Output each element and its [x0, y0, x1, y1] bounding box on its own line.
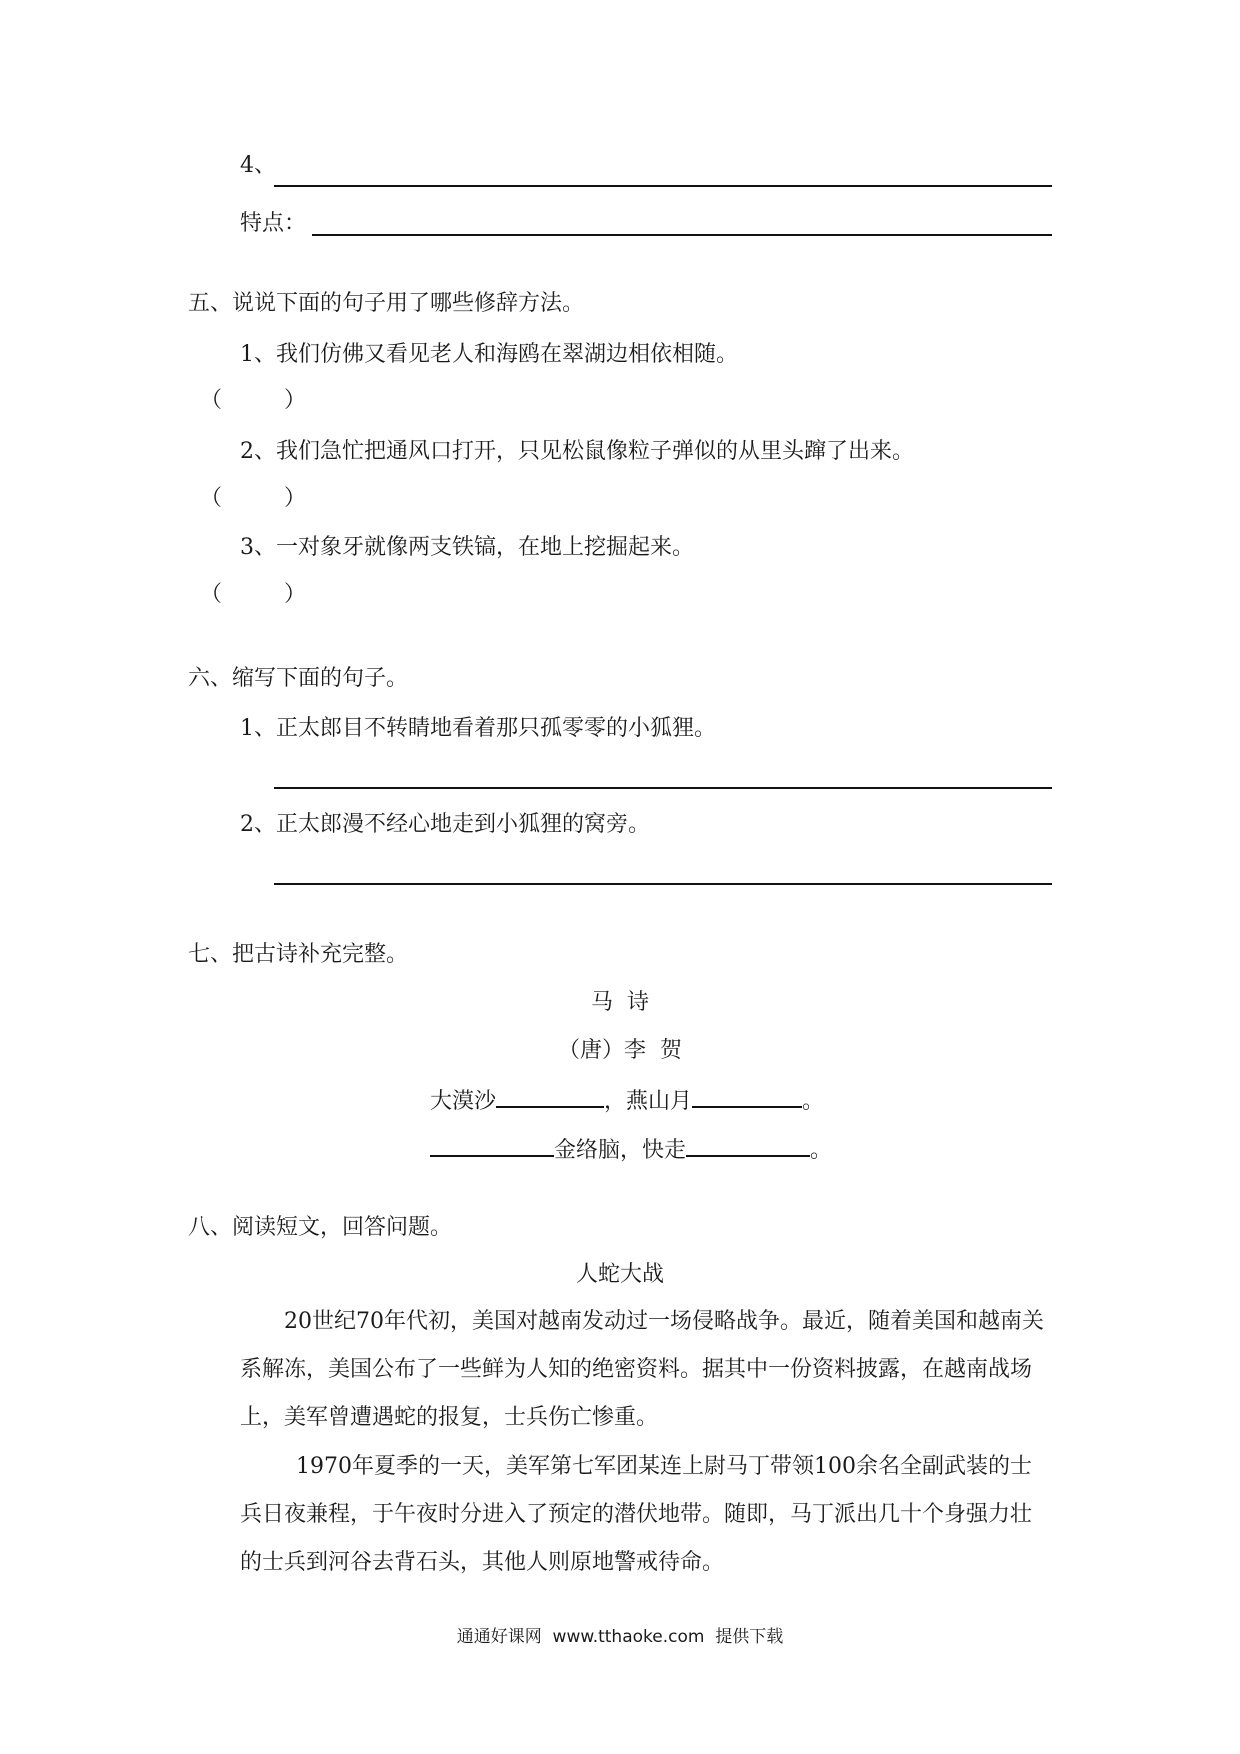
- article-paragraph-1: 20世纪70年代初，美国对越南发动过一场侵略战争。最近，随着美国和越南关系解冻，美国公布了一些鲜为人知的绝密资料。据其中一份资料披露，在越南战场上，美军曾遭遇蛇的报复，士兵伤亡惨重。: [240, 1309, 1044, 1430]
- close-paren: ）: [284, 388, 307, 413]
- s5-question-3: 3、一对象牙就像两支铁镐，在地上挖掘起来。: [240, 535, 694, 560]
- s5-answer-2[interactable]: [200, 484, 306, 514]
- poem-blank-3[interactable]: [430, 1133, 554, 1157]
- poem-line-2-part-a: 金络脑，快走: [554, 1138, 687, 1163]
- section-6-title: 六、缩写下面的句子。: [188, 666, 409, 691]
- open-paren: （: [200, 582, 223, 607]
- poem-title: 马 诗: [591, 990, 649, 1015]
- footer-text: 通通好课网 www.tthaoke.com 提供下载: [456, 1627, 784, 1647]
- section-5-title: 五、说说下面的句子用了哪些修辞方法。: [188, 291, 585, 316]
- s5-answer-3[interactable]: [200, 580, 306, 610]
- section-7-title: 七、把古诗补充完整。: [188, 942, 409, 967]
- open-paren: （: [200, 486, 223, 511]
- s5-answer-1[interactable]: [200, 386, 306, 416]
- feature-label: 特点：: [240, 211, 307, 236]
- s5-question-1: 1、我们仿佛又看见老人和海鸥在翠湖边相依相随。: [240, 342, 738, 367]
- poem-blank-1[interactable]: [496, 1084, 604, 1108]
- poem-line-1-part-b: ，燕山月: [604, 1089, 693, 1114]
- poem-blank-2[interactable]: [692, 1084, 802, 1108]
- item-4-answer-line[interactable]: [274, 185, 1052, 187]
- poem-blank-4[interactable]: [686, 1133, 810, 1157]
- feature-answer-line[interactable]: [312, 234, 1052, 236]
- poem-line-1-part-c: 。: [802, 1089, 825, 1114]
- poem-line-1: [430, 1084, 824, 1117]
- close-paren: ）: [284, 486, 307, 511]
- s6-question-2: 2、正太郎漫不经心地走到小狐狸的窝旁。: [240, 812, 650, 837]
- s5-question-2: 2、我们急忙把通风口打开，只见松鼠像粒子弹似的从里头蹿了出来。: [240, 439, 914, 464]
- open-paren: （: [200, 388, 223, 413]
- poem-author: （唐）李 贺: [558, 1038, 682, 1063]
- poem-line-2: [430, 1133, 832, 1166]
- poem-line-1-part-a: 大漠沙: [430, 1089, 497, 1114]
- s6-question-1: 1、正太郎目不转睛地看着那只孤零零的小狐狸。: [240, 716, 716, 741]
- section-8-title: 八、阅读短文，回答问题。: [188, 1215, 453, 1240]
- article-title: 人蛇大战: [575, 1262, 664, 1287]
- item-4-label: 4、: [240, 153, 276, 178]
- s6-answer-line-1[interactable]: [274, 787, 1052, 789]
- article-paragraph-2: 1970年夏季的一天，美军第七军团某连上尉马丁带领100余名全副武装的士兵日夜兼程，于午夜时分进入了预定的潜伏地带。随即，马丁派出几十个身强力壮的士兵到河谷去背石头，其他人则原地警戒待命。: [240, 1454, 1033, 1575]
- poem-line-2-part-b: 。: [810, 1138, 833, 1163]
- close-paren: ）: [284, 582, 307, 607]
- s6-answer-line-2[interactable]: [274, 883, 1052, 885]
